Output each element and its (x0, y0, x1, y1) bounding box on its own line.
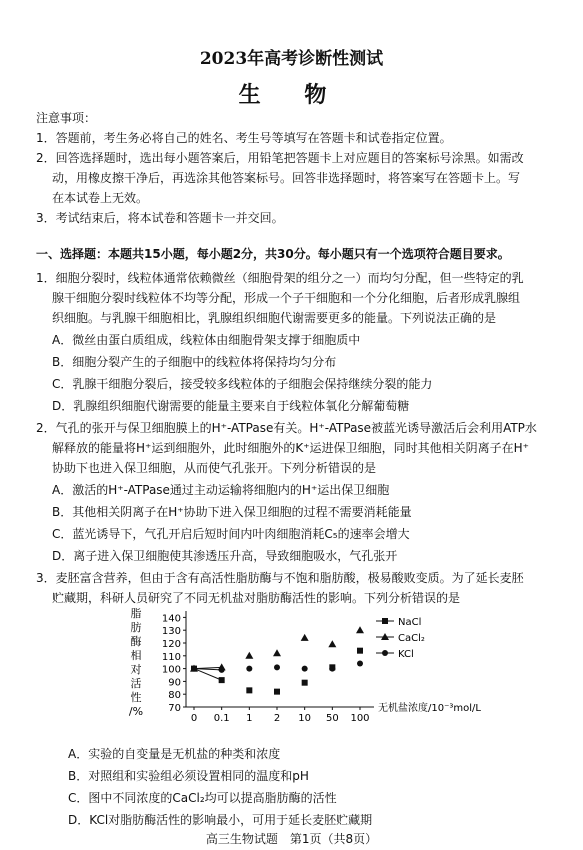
q3-option-d: D．KCl对脂肪酶活性的影响最小，可用于延长麦胚贮藏期 (68, 813, 373, 827)
x-axis-label: 无机盐浓度/10⁻³mol/L (378, 703, 481, 714)
q2-option-d: D．离子进入保卫细胞使其渗透压升高，导致细胞吸水，气孔张开 (52, 549, 398, 563)
y-axis-label-char: 相 (130, 649, 142, 662)
q1-stem: 1．细胞分裂时，线粒体通常依赖微丝（细胞骨架的组分之一）而均匀分配，但一些特定的乳 (36, 271, 524, 285)
y-axis-label-char: /% (128, 705, 144, 718)
q3-option-b: B．对照组和实验组必须设置相同的温度和pH (68, 769, 309, 783)
q3-stem: 3．麦胚富含营养，但由于含有高活性脂肪酶与不饱和脂肪酸，极易酸败变质。为了延长麦胚 (36, 571, 524, 585)
q1-stem: 织细胞。与乳腺干细胞相比，乳腺组织细胞代谢需要更多的能量。下列说法正确的是 (52, 311, 497, 325)
x-tick-label: 0 (190, 713, 198, 724)
q2-option-c: C．蓝光诱导下，气孔开启后短时间内叶肉细胞消耗C₅的速率会增大 (52, 527, 410, 541)
q2-stem: 2．气孔的张开与保卫细胞膜上的H⁺-ATPase有关。H⁺-ATPase被蓝光诱导激活后会利用ATP水 (36, 421, 537, 435)
q3-stem: 贮藏期，科研人员研究了不同无机盐对脂肪酶活性的影响。下列分析错误的是 (52, 591, 461, 605)
x-tick-label: 0.1 (213, 713, 230, 724)
kcl-series-line (194, 669, 222, 670)
q2-stem: 协助下也进入保卫细胞，从而使气孔张开。下列分析错误的是 (52, 461, 377, 475)
y-tick-label: 140 (161, 613, 181, 625)
cacl-data-point (301, 634, 309, 641)
q1-option-d: D．乳腺组织细胞代谢需要的能量主要来自于线粒体氧化分解葡萄糖 (52, 399, 410, 413)
y-axis-label-char: 对 (130, 663, 142, 676)
kcl-data-point (302, 666, 308, 672)
q1-option-a: A．微丝由蛋白质组成，线粒体由细胞骨架支撑于细胞质中 (52, 333, 361, 347)
y-axis-label-char: 酶 (130, 635, 142, 648)
q1-stem: 腺干细胞分裂时线粒体不均等分配，形成一个子干细胞和一个分化细胞，后者形成乳腺组 (52, 291, 521, 305)
subject-title: 生 物 (238, 82, 345, 108)
q1-option-c: C．乳腺干细胞分裂后，接受较多线粒体的子细胞会保持继续分裂的能力 (52, 377, 433, 391)
x-tick-label: 1 (246, 713, 253, 724)
kcl-data-point (246, 666, 252, 672)
kcl-data-point (357, 660, 363, 666)
q3-option-c: C．图中不同浓度的CaCl₂均可以提高脂肪酶的活性 (68, 791, 337, 805)
nacl-data-point (274, 689, 280, 695)
notes-heading: 注意事项： (36, 111, 97, 125)
y-axis-label-char: 性 (130, 691, 142, 704)
y-axis-label-char: 活 (130, 677, 142, 690)
cacl-data-point (245, 652, 253, 659)
exam-title: 2023年高考诊断性测试 (199, 49, 384, 69)
page-footer: 高三生物试题 第1页（共8页） (205, 832, 378, 846)
nacl-data-point (246, 687, 252, 693)
y-tick-label: 130 (161, 626, 181, 638)
kcl-data-point (329, 666, 335, 672)
nacl-data-point (302, 680, 308, 686)
q3-option-a: A．实验的自变量是无机盐的种类和浓度 (68, 747, 281, 761)
y-tick-label: 70 (168, 703, 181, 714)
note-line: 3．考试结束后，将本试卷和答题卡一并交回。 (36, 211, 284, 225)
cacl-data-point (273, 649, 281, 656)
legend-label: NaCl (398, 617, 422, 628)
section-heading: 一、选择题：本题共15小题，每小题2分，共30分。每小题只有一个选项符合题目要求。 (36, 247, 510, 261)
y-tick-label: 90 (168, 677, 181, 689)
legend-marker (382, 650, 388, 656)
x-tick-label: 10 (298, 713, 312, 724)
y-tick-label: 120 (161, 639, 181, 650)
q2-option-a: A．激活的H⁺-ATPase通过主动运输将细胞内的H⁺运出保卫细胞 (52, 483, 390, 497)
q1-option-b: B．细胞分裂产生的子细胞中的线粒体将保持均匀分布 (52, 355, 337, 369)
cacl-data-point (356, 626, 364, 633)
note-line: 在本试卷上无效。 (52, 191, 149, 205)
x-tick-label: 100 (350, 713, 370, 724)
x-tick-label: 50 (325, 713, 339, 724)
lipase-activity-chart (128, 607, 538, 739)
y-tick-label: 80 (168, 690, 181, 702)
q2-stem: 解释放的能量将H⁺运到细胞外，此时细胞外的K⁺运进保卫细胞，同时其他相关阴离子在H⁺ (52, 441, 529, 455)
legend-marker (382, 618, 388, 624)
nacl-data-point (357, 648, 363, 654)
x-tick-label: 2 (273, 713, 281, 724)
legend-label: CaCl₂ (398, 633, 425, 644)
note-line: 2．回答选择题时，选出每小题答案后，用铅笔把答题卡上对应题目的答案标号涂黑。如需改 (36, 151, 524, 165)
legend-label: KCl (398, 649, 414, 660)
note-line: 1．答题前，考生务必将自己的姓名、考生号等填写在答题卡和试卷指定位置。 (36, 131, 452, 145)
q2-option-b: B．其他相关阴离子在H⁺协助下进入保卫细胞的过程不需要消耗能量 (52, 505, 412, 519)
cacl-data-point (328, 640, 336, 647)
y-tick-label: 100 (161, 664, 181, 676)
y-axis-label-char: 脂 (130, 607, 142, 620)
kcl-data-point (274, 664, 280, 670)
y-axis-label-char: 肪 (130, 621, 142, 634)
note-line: 动，用橡皮擦干净后，再选涂其他答案标号。回答非选择题时，将答案写在答题卡上。写 (52, 171, 521, 185)
nacl-series-line (194, 669, 222, 681)
y-tick-label: 110 (161, 651, 181, 663)
